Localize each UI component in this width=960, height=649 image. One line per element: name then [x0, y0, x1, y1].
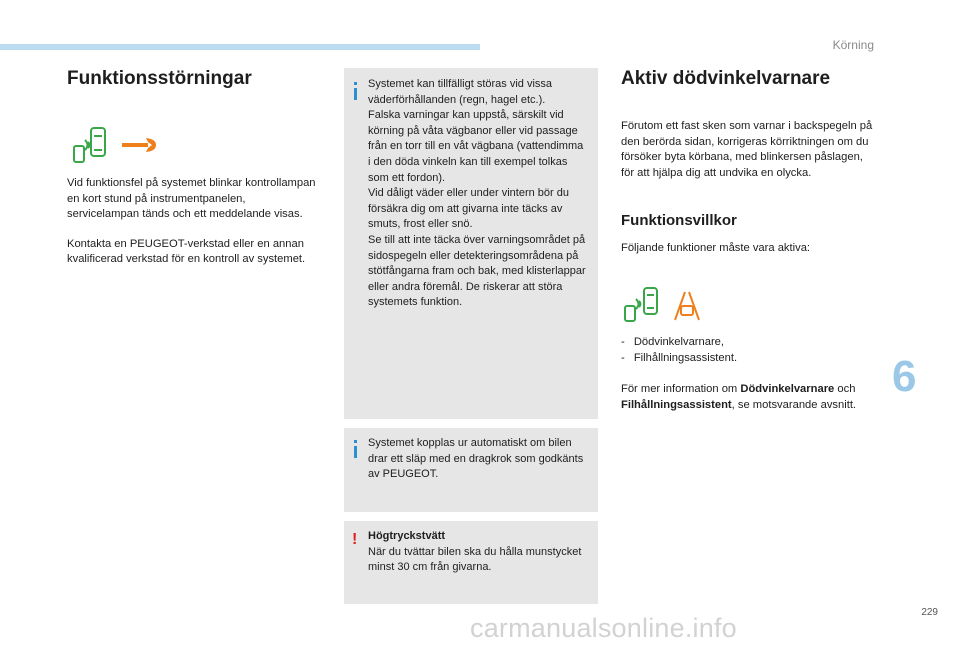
chapter-number: 6: [892, 352, 917, 401]
warning-body: När du tvättar bilen ska du hålla munstycket minst 30 cm från givarna.: [368, 545, 582, 574]
conditions-list: [621, 335, 879, 366]
info-text-weather: Systemet kan tillfälligt störas vid vissa väderförhållanden (regn, hagel etc.). Falska varningar kan uppstå, särskilt vid körning på våta vägbanor eller vid passage från en torr till en våt vägbana (vattendimma i den döda vinkeln kan till exempel tolkas som ett fordon). Vid dåligt väder eller under vintern bör du försäkra dig om att givarna inte täcks av smuts, frost eller snö. Se till att inte täcka över varningsområdet på sidospegeln eller detekteringsområdena på stötfångarna fram och bak, med klisterlappar eller andra föremål. De riskerar att störa systemets funktion.: [368, 78, 586, 309]
warning-title: Högtryckstvätt: [368, 530, 446, 542]
intro-paragraph: Förutom ett fast sken som varnar i backspegeln på den berörda sidan, korrigeras körriktningen om du försöker byta körbana, med blinkersen påslagen, för att hjälpa dig att undvika en olycka.: [621, 120, 873, 179]
more-info-link-lane-keeping: Filhållningsassistent: [621, 398, 732, 411]
warning-box-pressure-wash: [344, 521, 598, 604]
conditions-intro: Följande funktioner måste vara aktiva:: [621, 242, 811, 255]
page-number: 229: [921, 607, 938, 618]
more-info-prefix: För mer information om: [621, 383, 741, 396]
exclamation-icon: !: [352, 531, 358, 548]
warning-icons-left: [72, 126, 162, 166]
info-box-weather: [344, 68, 598, 419]
more-info-paragraph: [621, 382, 879, 413]
lane-keeping-icon: [675, 292, 699, 320]
list-item: - Dödvinkelvarnare,: [621, 335, 879, 351]
info-icon: [354, 82, 357, 100]
left-column: [67, 68, 317, 90]
blind-spot-icon: [74, 128, 105, 162]
blind-spot-icon: [625, 288, 657, 321]
warning-text: [368, 529, 588, 576]
subtitle-conditions: Funktionsvillkor: [621, 212, 737, 230]
wrench-icon: [122, 138, 156, 152]
left-text: [67, 176, 317, 268]
section-title-malfunctions: Funktionsstörningar: [67, 68, 252, 89]
info-box-trailer: [344, 428, 598, 512]
conditions-list-wrap: [621, 335, 879, 413]
section-title-active-blind-spot: Aktiv dödvinkelvarnare: [621, 68, 831, 89]
header-accent-bar: [0, 44, 480, 50]
list-item: - Filhållningsassistent.: [621, 351, 879, 367]
section-name: Körning: [832, 38, 874, 52]
more-info-link-blind-spot: Dödvinkelvarnare: [740, 383, 835, 396]
condition-icons: [621, 286, 711, 326]
more-info-mid: och: [834, 383, 856, 396]
watermark: carmanualsonline.info: [470, 613, 737, 643]
right-column: [621, 68, 879, 257]
workshop-paragraph: Kontakta en PEUGEOT-verkstad eller en annan kvalificerad verkstad för en kontroll av systemet.: [67, 237, 306, 266]
malfunction-paragraph: Vid funktionsfel på systemet blinkar kontrollampan en kort stund på instrumentpanelen, servicelampan tänds och ett meddelande visas.: [67, 177, 316, 221]
more-info-suffix: , se motsvarande avsnitt.: [731, 398, 857, 411]
info-icon: [354, 440, 357, 458]
info-text-trailer: Systemet kopplas ur automatiskt om bilen drar ett släp med en dragkrok som godkänts av PEUGEOT.: [368, 437, 584, 481]
